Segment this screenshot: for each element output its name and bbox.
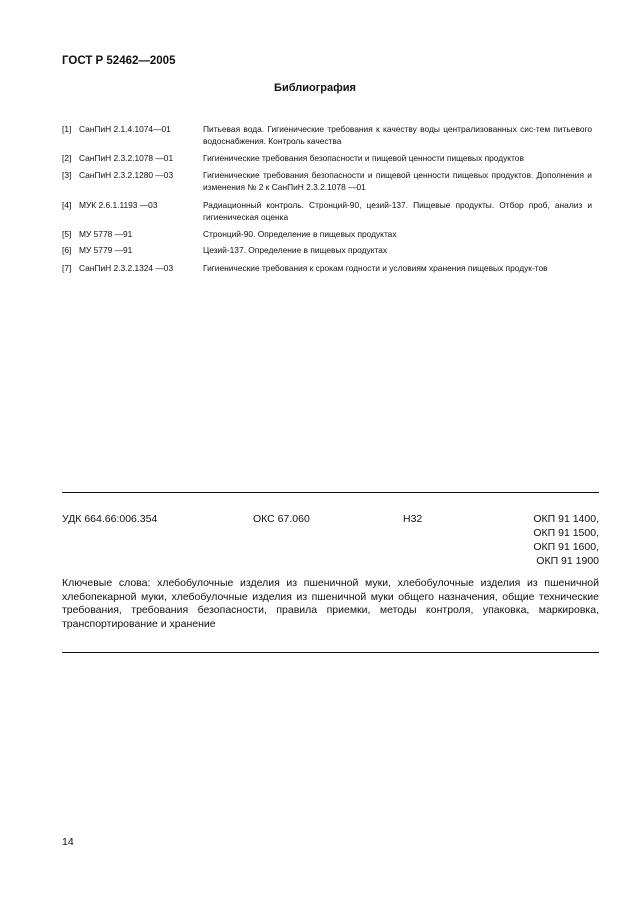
entry-title: Гигиенические требования к срокам годности и условиям хранения пищевых продук-тов [203, 263, 548, 273]
entry-reference: МУК 2.6.1.1193 —03 [79, 200, 158, 210]
page-number: 14 [62, 836, 74, 848]
entry-number: [6] [62, 245, 72, 255]
entry-reference: СанПиН 2.3.2.1280 —03 [79, 170, 174, 180]
entry-title: Питьевая вода. Гигиенические требования к качеству воды централизованных сис-тем питьевого водоснабжения. Контроль качества [203, 124, 592, 146]
entry-reference: МУ 5779 —91 [79, 245, 133, 255]
entry-number: [5] [62, 229, 72, 239]
oks-code: ОКС 67.060 [253, 513, 310, 525]
keywords-paragraph: Ключевые слова: хлебобулочные изделия из пшеничной муки, хлебобулочные изделия из пшеничной хлебопекарной муки, хлебобулочные изделия из пшеничной муки общего назначения, общие технические требования, требования безопасности, правила приемки, методы контроля, упаковка, маркировка, транспортирование и хранение [62, 577, 599, 630]
okp-code: ОКП 91 1500, [533, 527, 599, 539]
entry-reference: МУ 5778 —91 [79, 229, 133, 239]
entry-number: [2] [62, 153, 72, 163]
document-code: ГОСТ Р 52462—2005 [62, 55, 176, 67]
entry-title: Цезий-137. Определение в пищевых продуктах [203, 245, 388, 255]
entry-number: [4] [62, 200, 72, 210]
okp-code: ОКП 91 1900 [536, 555, 599, 567]
entry-reference: СанПиН 2.3.2.1078 —01 [79, 153, 174, 163]
entry-title: Гигиенические требования безопасности и пищевой ценности пищевых продуктов [203, 153, 524, 163]
group-code: Н32 [403, 513, 423, 525]
entry-title: Стронций-90. Определение в пищевых продуктах [203, 229, 397, 239]
udk-code: УДК 664.66:006.354 [62, 513, 158, 525]
entry-number: [3] [62, 170, 72, 180]
divider-bottom [62, 652, 599, 653]
okp-codes [499, 512, 599, 568]
entry-number: [7] [62, 263, 72, 273]
entry-title: Радиационный контроль. Стронций-90, цезий-137. Пищевые продукты. Отбор проб, анализ и гигиеническая оценка [203, 200, 592, 222]
okp-code: ОКП 91 1600, [533, 541, 599, 553]
bibliography-title: Библиография [274, 82, 356, 94]
entry-reference: СанПиН 2.3.2.1324 —03 [79, 263, 174, 273]
okp-code: ОКП 91 1400, [533, 513, 599, 525]
entry-title: Гигиенические требования безопасности и пищевой ценности пищевых продуктов. Дополнения и изменения № 2 к СанПиН 2.3.2.1078 —01 [203, 170, 592, 192]
divider-top [62, 492, 599, 493]
entry-reference: СанПиН 2.1.4.1074—01 [79, 124, 171, 134]
entry-number: [1] [62, 124, 72, 134]
